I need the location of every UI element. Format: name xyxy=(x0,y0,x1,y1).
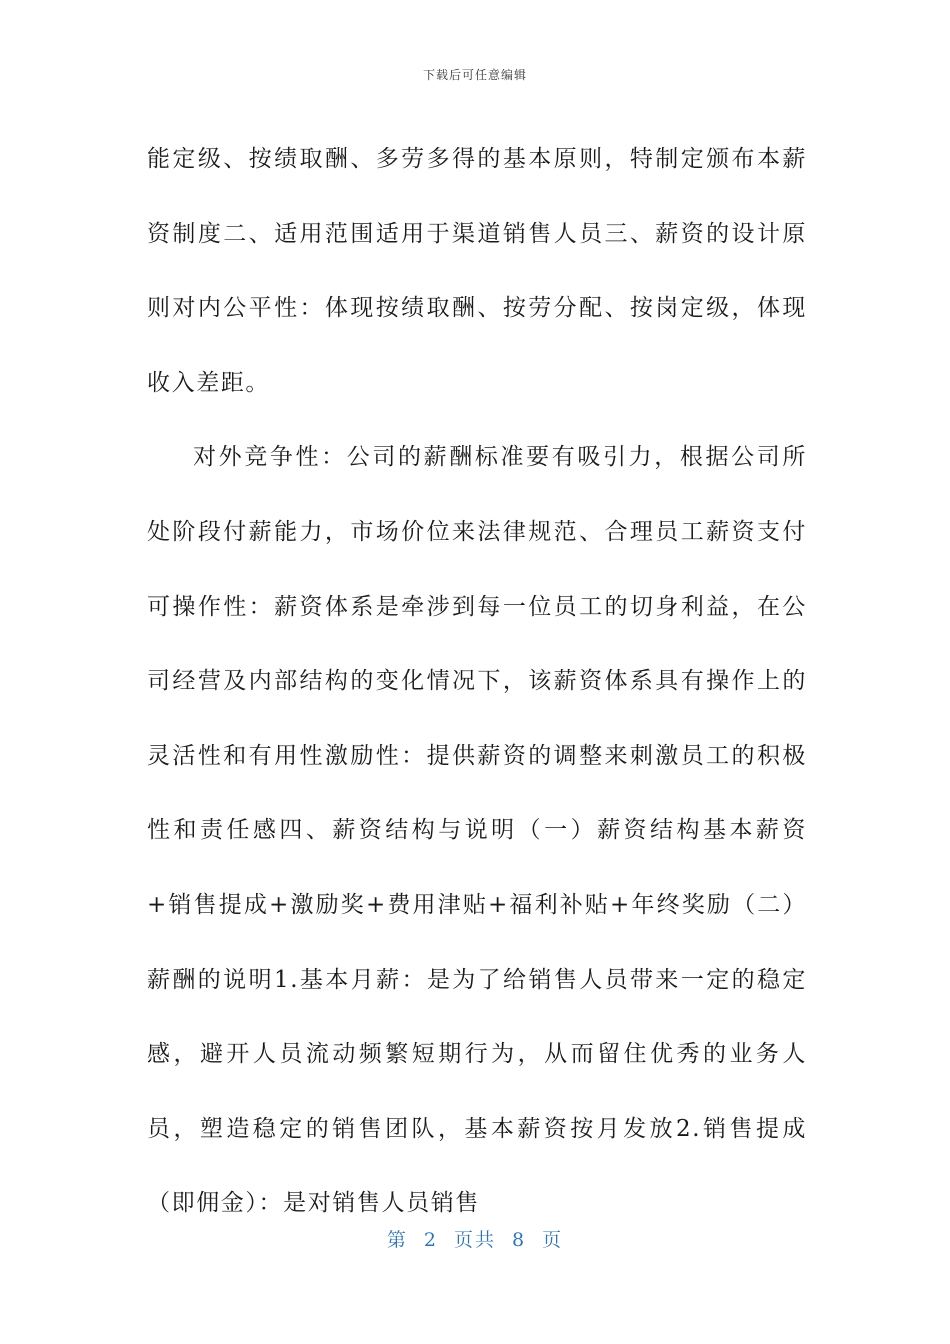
body-paragraph-1: 能定级、按绩取酬、多劳多得的基本原则，特制定颁布本薪资制度二、适用范围适用于渠道销售人员三、薪资的设计原则对内公平性：体现按绩取酬、按劳分配、按岗定级，体现收入差距。 xyxy=(147,146,807,396)
footer-suffix: 页 xyxy=(542,1229,564,1251)
footer-prefix: 第 xyxy=(386,1229,408,1251)
footer-current-page: 2 xyxy=(423,1229,438,1251)
page-footer xyxy=(0,1225,950,1252)
footer-total-pages: 8 xyxy=(512,1229,527,1251)
page-header-note: 下载后可任意编辑 xyxy=(422,68,527,82)
document-body xyxy=(147,122,807,1241)
body-paragraph-2: 对外竞争性：公司的薪酬标准要有吸引力，根据公司所处阶段付薪能力，市场价位来法律规范、合理员工薪资支付可操作性：薪资体系是牵涉到每一位员工的切身利益，在公司经营及内部结构的变化情况下，该薪资体系具有操作上的灵活性和有用性激励性：提供薪资的调整来刺激员工的积极性和责任感四、薪资结构与说明（一）薪资结构基本薪资+销售提成+激励奖+费用津贴+福利补贴+年终奖励（二）薪酬的说明1.基本月薪：是为了给销售人员带来一定的稳定感，避开人员流动频繁短期行为，从而留住优秀的业务人员，塑造稳定的销售团队，基本薪资按月发放2.销售提成（即佣金）：是对销售人员销售 xyxy=(147,444,807,1217)
footer-middle: 页共 xyxy=(453,1229,496,1251)
